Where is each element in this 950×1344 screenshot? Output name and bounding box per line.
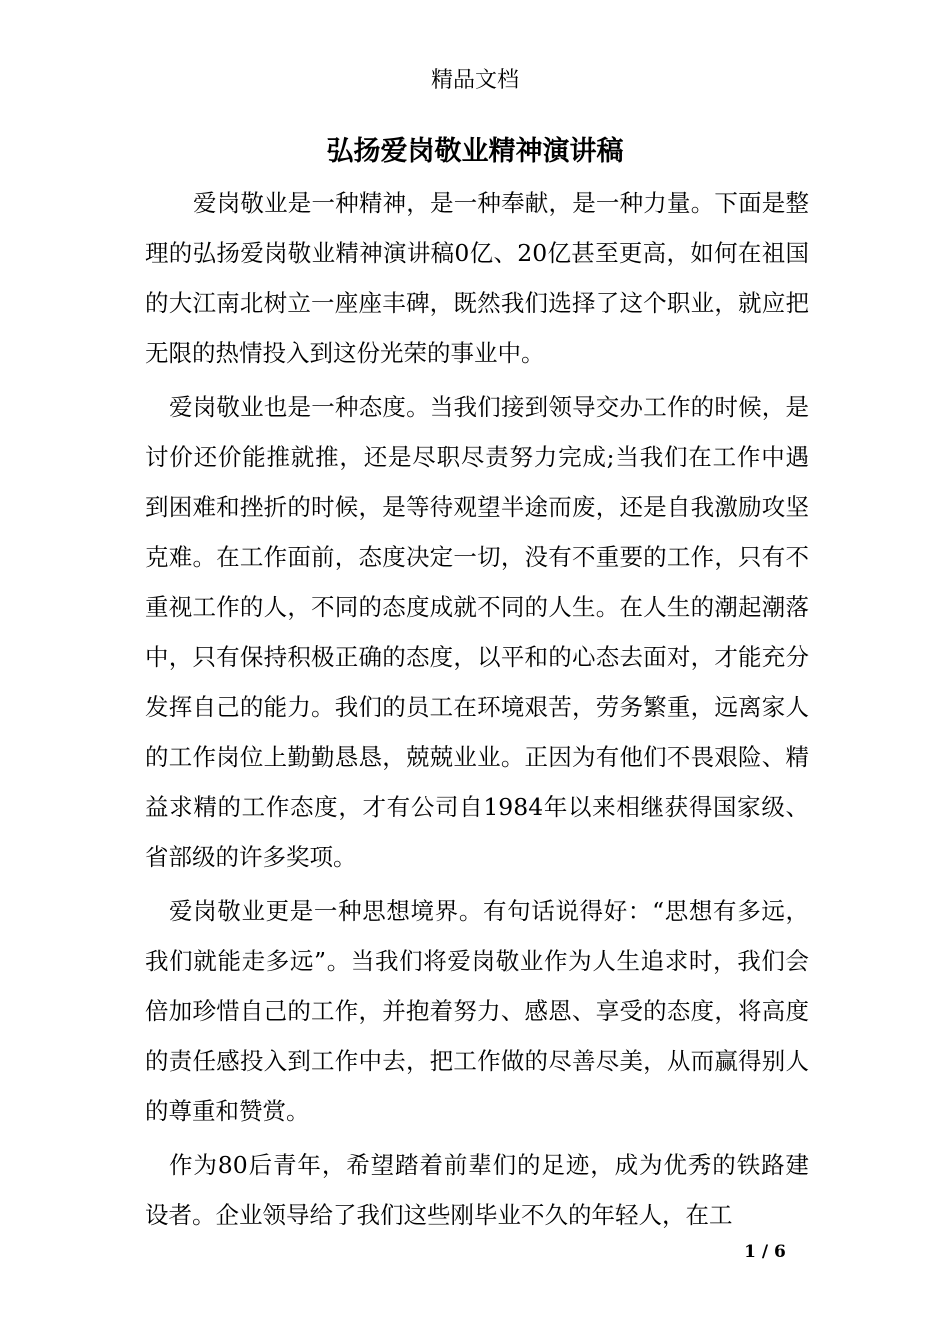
paragraph-mindset: 爱岗敬业更是一种思想境界。有句话说得好：“思想有多远，我们就能走多远”。当我们将爱岗敬业作为人生追求时，我们会倍加珍惜自己的工作，并抱着努力、感恩、享受的态度，将高度的责任感投入到工作中去，把工作做的尽善尽美，从而赢得别人的尊重和赞赏。 — [145, 897, 809, 1125]
document-title: 弘扬爱岗敬业精神演讲稿 — [326, 136, 624, 167]
document-body — [145, 178, 809, 1240]
paragraph-attitude: 爱岗敬业也是一种态度。当我们接到领导交办工作的时候，是讨价还价能推就推，还是尽职尽责努力完成;当我们在工作中遇到困难和挫折的时候，是等待观望半途而废，还是自我激励攻坚克难。在工作面前，态度决定一切，没有不重要的工作，只有不重视工作的人，不同的态度成就不同的人生。在人生的潮起潮落中，只有保持积极正确的态度，以平和的心态去面对，才能充分发挥自己的能力。我们的员工在环境艰苦，劳务繁重，远离家人的工作岗位上勤勤恳恳，兢兢业业。正因为有他们不畏艰险、精益求精的工作态度，才有公司自1984年以来相继获得国家级、省部级的许多奖项。 — [145, 393, 809, 871]
page-number: 1 / 6 — [744, 1242, 786, 1262]
paragraph-intro: 爱岗敬业是一种精神，是一种奉献，是一种力量。下面是整理的弘扬爱岗敬业精神演讲稿0亿、20亿甚至更高，如何在祖国的大江南北树立一座座丰碑，既然我们选择了这个职业，就应把无限的热情投入到这份光荣的事业中。 — [145, 189, 809, 367]
page-header: 精品文档 — [430, 68, 519, 93]
paragraph-youth: 作为80后青年，希望踏着前辈们的足迹，成为优秀的铁路建设者。企业领导给了我们这些刚毕业不久的年轻人，在工 — [145, 1151, 809, 1229]
